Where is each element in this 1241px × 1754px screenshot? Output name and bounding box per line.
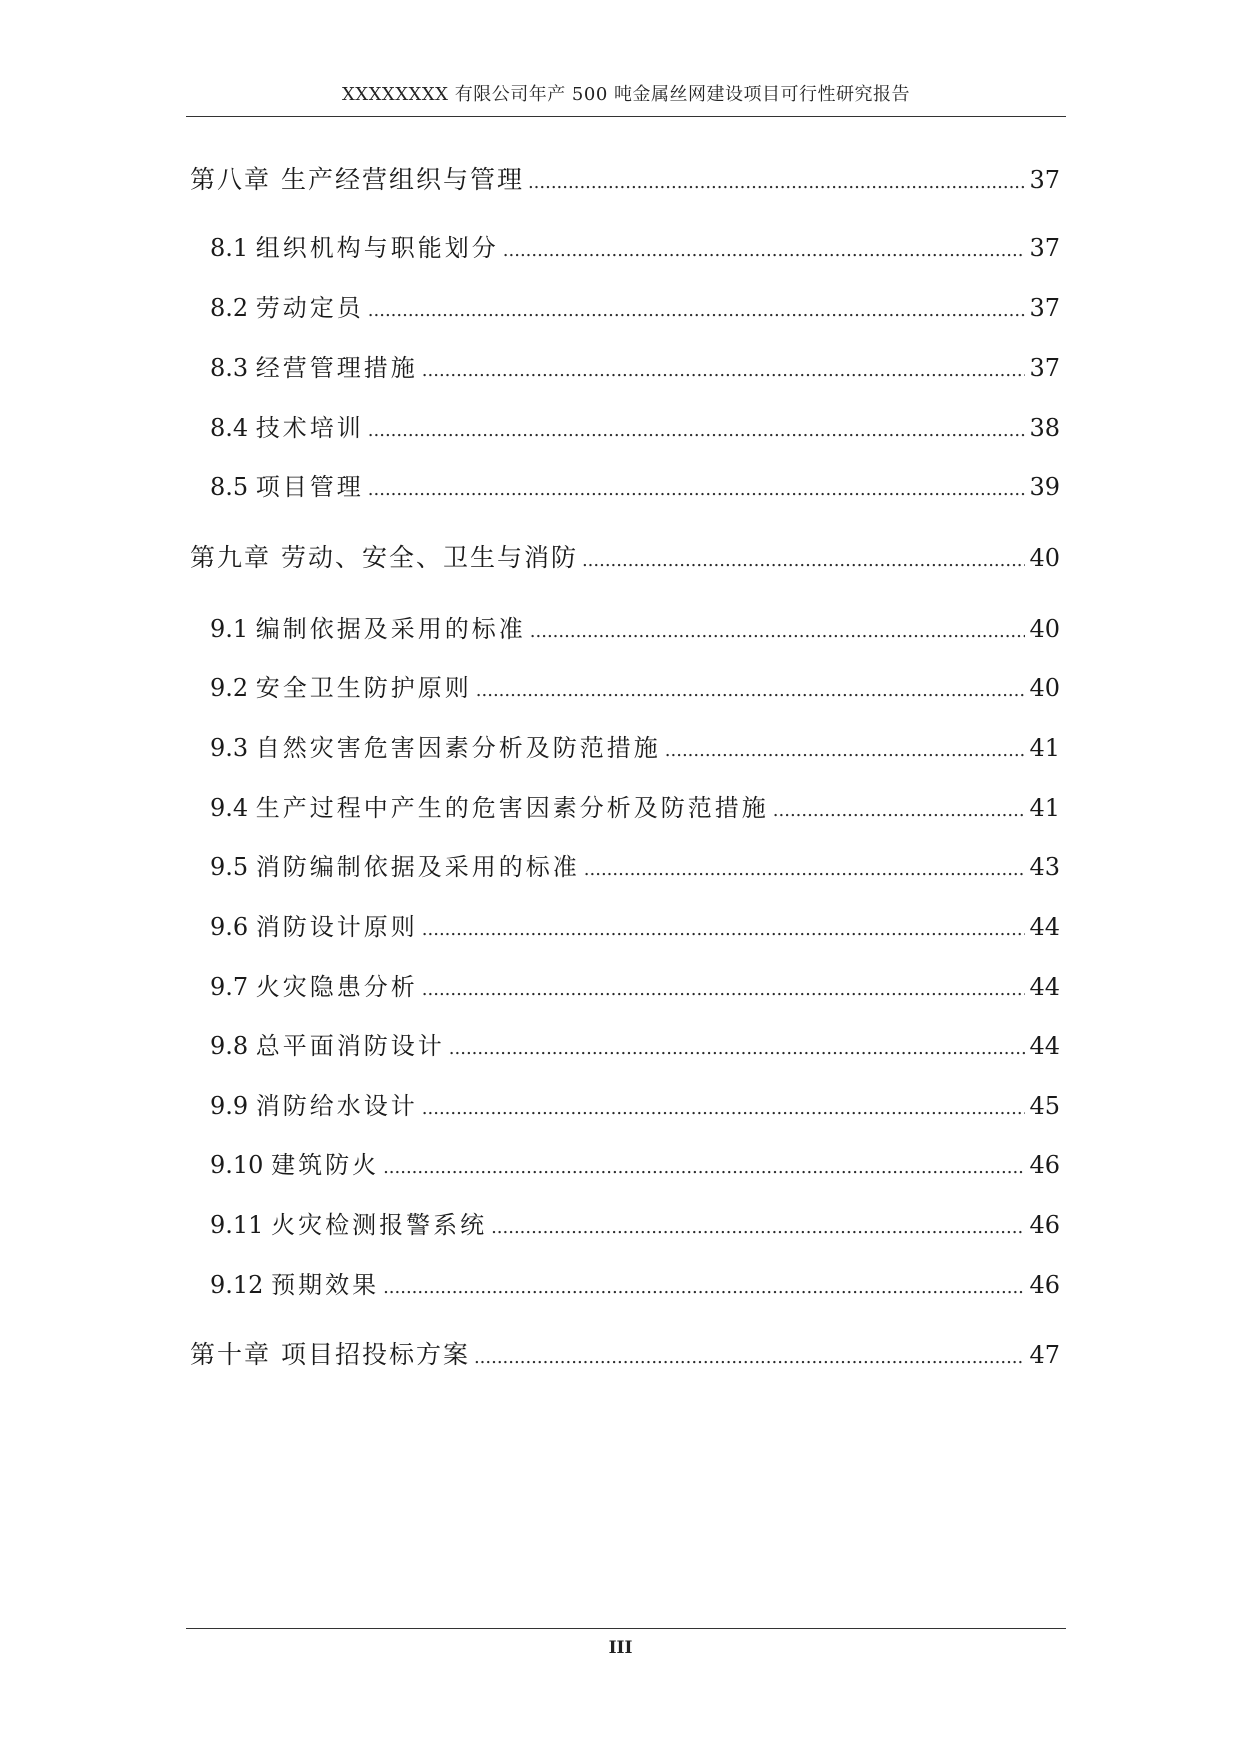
toc-entry-page: 41 xyxy=(1029,734,1060,762)
toc-entry[interactable] xyxy=(210,1145,1060,1179)
toc-entry-title xyxy=(210,1026,445,1061)
toc-entry-page: 46 xyxy=(1029,1151,1060,1179)
toc-entry-page: 39 xyxy=(1029,473,1060,501)
toc-entry-text: 火灾检测报警系统 xyxy=(271,1211,488,1239)
toc-entry-text: 编制依据及采用的标准 xyxy=(255,615,526,643)
page-number: III xyxy=(608,1638,633,1658)
toc-entry-title xyxy=(210,408,364,443)
toc-entry-page: 38 xyxy=(1029,414,1060,442)
toc-leader-dots xyxy=(383,1157,1025,1178)
toc-entry-title xyxy=(210,1205,487,1240)
toc-leader-dots xyxy=(665,740,1026,761)
toc-leader-dots xyxy=(422,1098,1026,1119)
toc-leader-dots xyxy=(528,172,1026,193)
toc-entry[interactable] xyxy=(210,668,1060,702)
toc-entry[interactable] xyxy=(210,967,1060,1001)
toc-entry-text: 第八章 生产经营组织与管理 xyxy=(190,165,524,194)
toc-entry-number: 9.11 xyxy=(210,1211,272,1239)
toc-entry-page: 41 xyxy=(1029,794,1060,822)
toc-entry-title xyxy=(210,728,661,763)
document-title: XXXXXXXX 有限公司年产 500 吨金属丝网建设项目可行性研究报告 xyxy=(341,84,911,105)
toc-entry-number: 9.4 xyxy=(210,794,256,822)
toc-entry-title xyxy=(210,348,418,383)
toc-leader-dots xyxy=(449,1038,1026,1059)
toc-leader-dots xyxy=(503,240,1026,261)
toc-entry-page: 47 xyxy=(1029,1341,1060,1369)
toc-leader-dots xyxy=(368,300,1026,321)
toc-entry[interactable] xyxy=(210,907,1060,941)
toc-entry-title xyxy=(190,538,578,574)
toc-entry[interactable] xyxy=(210,408,1060,442)
toc-entry-number: 9.3 xyxy=(210,734,256,762)
toc-entry-title xyxy=(210,1265,379,1300)
toc-entry-page: 40 xyxy=(1029,544,1060,572)
toc-entry-text: 建筑防火 xyxy=(271,1151,380,1179)
page-header xyxy=(186,84,1066,117)
toc-entry-title xyxy=(210,609,526,644)
toc-entry[interactable] xyxy=(210,728,1060,762)
toc-entry-page: 44 xyxy=(1029,1032,1060,1060)
toc-leader-dots xyxy=(476,680,1026,701)
toc-entry-page: 44 xyxy=(1029,973,1060,1001)
toc-entry[interactable] xyxy=(210,609,1060,643)
toc-entry-text: 总平面消防设计 xyxy=(255,1032,445,1060)
toc-entry[interactable] xyxy=(210,788,1060,822)
toc-leader-dots xyxy=(422,360,1026,381)
toc-entry-number: 9.12 xyxy=(210,1271,272,1299)
toc-entry-title xyxy=(210,1145,379,1180)
toc-entry-title xyxy=(210,288,364,323)
toc-entry-page: 37 xyxy=(1029,354,1060,382)
toc-entry-text: 消防设计原则 xyxy=(255,913,418,941)
toc-entry[interactable] xyxy=(210,288,1060,322)
toc-entry-number: 9.7 xyxy=(210,973,256,1001)
toc-entry[interactable] xyxy=(210,1086,1060,1120)
toc-entry-number: 9.9 xyxy=(210,1092,256,1120)
toc-entry-page: 40 xyxy=(1029,674,1060,702)
toc-entry-title xyxy=(210,1086,418,1121)
toc-entry-text: 安全卫生防护原则 xyxy=(255,674,472,702)
toc-entry-title xyxy=(190,160,524,196)
toc-entry-number: 8.1 xyxy=(210,234,256,262)
toc-entry-text: 技术培训 xyxy=(255,414,364,442)
toc-leader-dots xyxy=(383,1277,1025,1298)
toc-entry-text: 第九章 劳动、安全、卫生与消防 xyxy=(190,543,578,572)
toc-leader-dots xyxy=(422,919,1026,940)
toc-entry-text: 消防给水设计 xyxy=(255,1092,418,1120)
footer-divider xyxy=(186,1628,1066,1629)
toc-entry-text: 劳动定员 xyxy=(255,294,364,322)
toc-entry-text: 组织机构与职能划分 xyxy=(255,234,499,262)
toc-entry-title xyxy=(190,1335,470,1371)
toc-entry-title xyxy=(210,907,418,942)
toc-entry-number: 8.4 xyxy=(210,414,256,442)
toc-entry-text: 自然灾害危害因素分析及防范措施 xyxy=(255,734,661,762)
toc-entry-title xyxy=(210,967,418,1002)
toc-entry-text: 项目管理 xyxy=(255,473,364,501)
toc-entry-number: 9.1 xyxy=(210,615,256,643)
toc-entry[interactable] xyxy=(210,1265,1060,1299)
toc-entry-page: 37 xyxy=(1029,294,1060,322)
toc-entry[interactable] xyxy=(190,1335,1060,1369)
toc-leader-dots xyxy=(368,479,1026,500)
toc-entry-title xyxy=(210,847,580,882)
toc-entry[interactable] xyxy=(210,1205,1060,1239)
toc-entry-number: 8.2 xyxy=(210,294,256,322)
toc-leader-dots xyxy=(422,979,1026,1000)
toc-entry-page: 44 xyxy=(1029,913,1060,941)
toc-leader-dots xyxy=(530,621,1026,642)
toc-entry-text: 预期效果 xyxy=(271,1271,380,1299)
toc-entry-text: 第十章 项目招投标方案 xyxy=(190,1340,470,1369)
toc-entry-title xyxy=(210,788,769,823)
toc-entry-text: 经营管理措施 xyxy=(255,354,418,382)
toc-leader-dots xyxy=(491,1217,1025,1238)
toc-entry[interactable] xyxy=(210,1026,1060,1060)
toc-entry-text: 火灾隐患分析 xyxy=(255,973,418,1001)
toc-entry-number: 9.10 xyxy=(210,1151,272,1179)
toc-entry-title xyxy=(210,668,472,703)
toc-entry-number: 9.8 xyxy=(210,1032,256,1060)
toc-leader-dots xyxy=(584,859,1026,880)
toc-entry[interactable] xyxy=(210,348,1060,382)
toc-entry-page: 40 xyxy=(1029,615,1060,643)
toc-entry-page: 37 xyxy=(1029,166,1060,194)
toc-entry-number: 8.3 xyxy=(210,354,256,382)
toc-entry-text: 生产过程中产生的危害因素分析及防范措施 xyxy=(255,794,769,822)
toc-entry-number: 8.5 xyxy=(210,473,256,501)
toc-leader-dots xyxy=(773,800,1026,821)
toc-entry-title xyxy=(210,228,499,263)
toc-entry-page: 46 xyxy=(1029,1271,1060,1299)
toc-entry-page: 43 xyxy=(1029,853,1060,881)
toc-leader-dots xyxy=(582,550,1026,571)
toc-entry-number: 9.5 xyxy=(210,853,256,881)
toc-entry-text: 消防编制依据及采用的标准 xyxy=(255,853,580,881)
toc-leader-dots xyxy=(368,420,1026,441)
toc-entry[interactable] xyxy=(210,847,1060,881)
toc-entry[interactable] xyxy=(190,160,1060,194)
toc-entry-number: 9.2 xyxy=(210,674,256,702)
toc-entry-title xyxy=(210,467,364,502)
toc-entry-number: 9.6 xyxy=(210,913,256,941)
toc-leader-dots xyxy=(474,1347,1026,1368)
toc-entry-page: 45 xyxy=(1029,1092,1060,1120)
toc-entry[interactable] xyxy=(190,538,1060,572)
toc-entry[interactable] xyxy=(210,467,1060,501)
toc-entry[interactable] xyxy=(210,228,1060,262)
toc-entry-page: 46 xyxy=(1029,1211,1060,1239)
toc-entry-page: 37 xyxy=(1029,234,1060,262)
